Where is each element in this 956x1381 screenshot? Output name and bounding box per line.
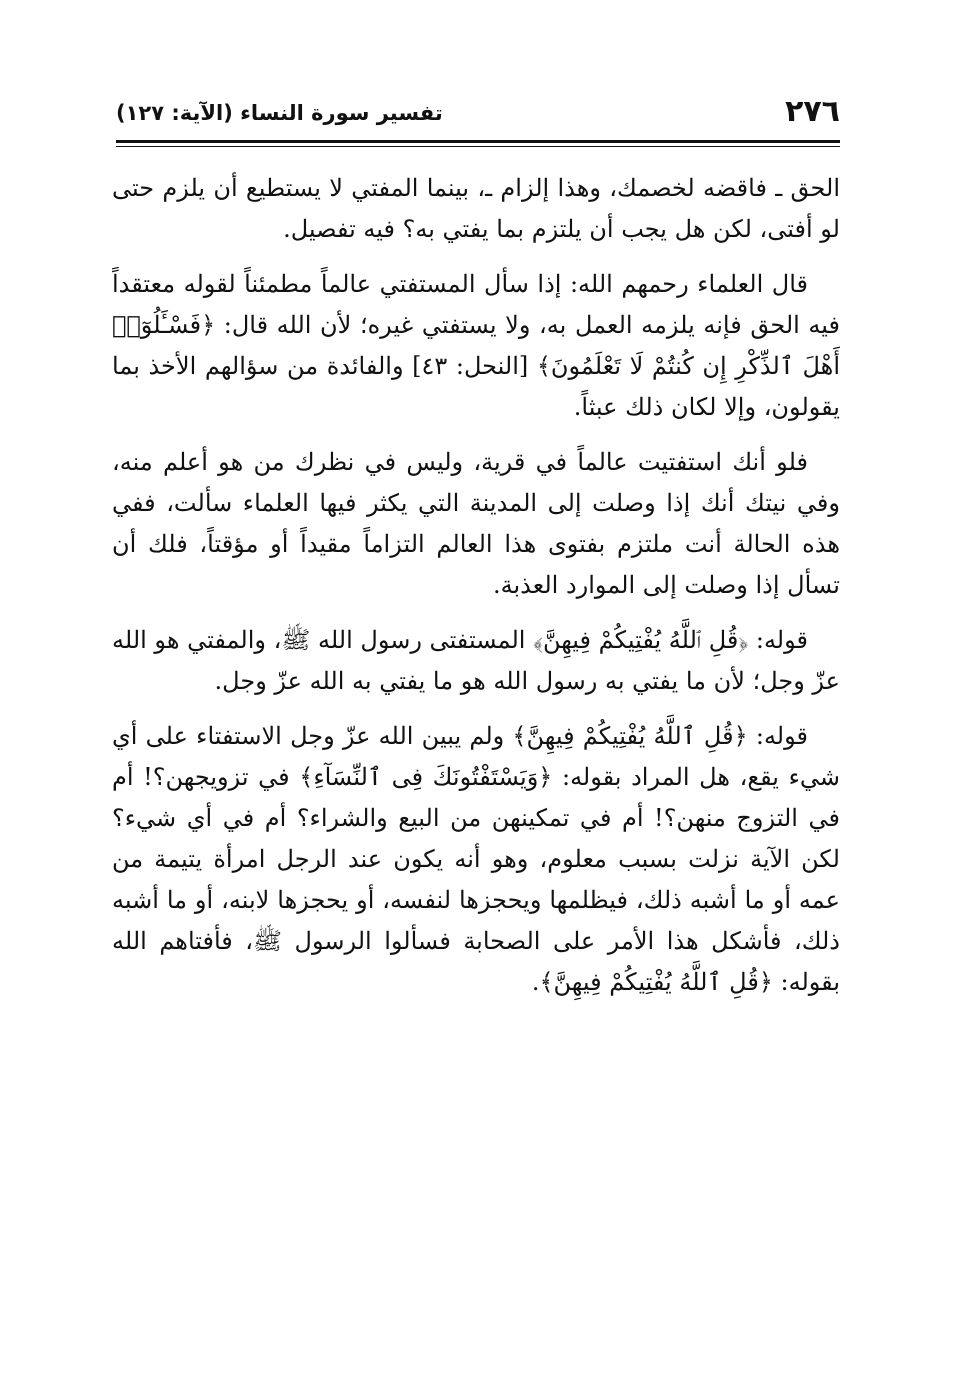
running-title: تفسير سورة النساء (الآية: ١٢٧): [116, 101, 443, 125]
header-rule-thick: [116, 140, 840, 143]
paragraph-5: قوله: ﴿قُلِ ٱللَّهُ يُفْتِيكُمْ فِيهِنَّ﴾ ولم يبين الله عزّ وجل الاستفتاء على أي شيء يقع، هل المراد بقوله: ﴿وَيَسْتَفْتُونَكَ فِى ٱلنِّسَآءِ﴾ في تزويجهن؟! أم في التزوج منهن؟! أم في تمكينهن من البيع والشراء؟ أم في أي شيء؟ لكن الآية نزلت بسبب معلوم، وهو أنه يكون عند الرجل امرأة يتيمة من عمه أو ما أشبه ذلك، فيظلمها ويحجزها لنفسه، أو يحجزها لابنه، أو ما أشبه ذلك، فأشكل هذا الأمر على الصحابة فسألوا الرسول ﷺ، فأفتاهم الله بقوله: ﴿قُلِ ٱللَّهُ يُفْتِيكُمْ فِيهِنَّ﴾.: [112, 722, 840, 996]
paragraph-2: قال العلماء رحمهم الله: إذا سأل المستفتي عالماً مطمئناً لقوله معتقداً فيه الحق فإنه يلزمه العمل به، ولا يستفتي غيره؛ لأن الله قال: ﴿فَسْـَٔلُوٓا۟ أَهْلَ ٱلذِّكْرِ إِن كُنتُمْ لَا تَعْلَمُونَ﴾ [النحل: ٤٣] والفائدة من سؤالهم الأخذ بما يقولون، وإلا لكان ذلك عبثاً.: [112, 270, 840, 421]
paragraph-4: قوله: ﴿قُلِ ٱللَّهُ يُفْتِيكُمْ فِيهِنَّ﴾ المستفتى رسول الله ﷺ، والمفتي هو الله عزّ وجل؛ لأن ما يفتي به رسول الله هو ما يفتي به الله عزّ وجل.: [112, 626, 840, 695]
paragraph-1: الحق ـ فاقضه لخصمك، وهذا إلزام ـ، بينما المفتي لا يستطيع أن يلزم حتى لو أفتى، لكن هل يجب أن يلتزم بما يفتي به؟ فيه تفصيل.: [112, 174, 840, 243]
page-number: ٢٧٦: [785, 94, 840, 129]
body-text: [112, 168, 840, 1328]
page-header: [116, 92, 840, 136]
header-rule-thin: [116, 146, 840, 147]
paragraph-3: فلو أنك استفتيت عالماً في قرية، وليس في نظرك من هو أعلم منه، وفي نيتك أنك إذا وصلت إلى المدينة التي يكثر فيها العلماء سألت، ففي هذه الحالة أنت ملتزم بفتوى هذا العالم التزاماً مقيداً أو مؤقتاً، فلك أن تسأل إذا وصلت إلى الموارد العذبة.: [112, 448, 840, 599]
